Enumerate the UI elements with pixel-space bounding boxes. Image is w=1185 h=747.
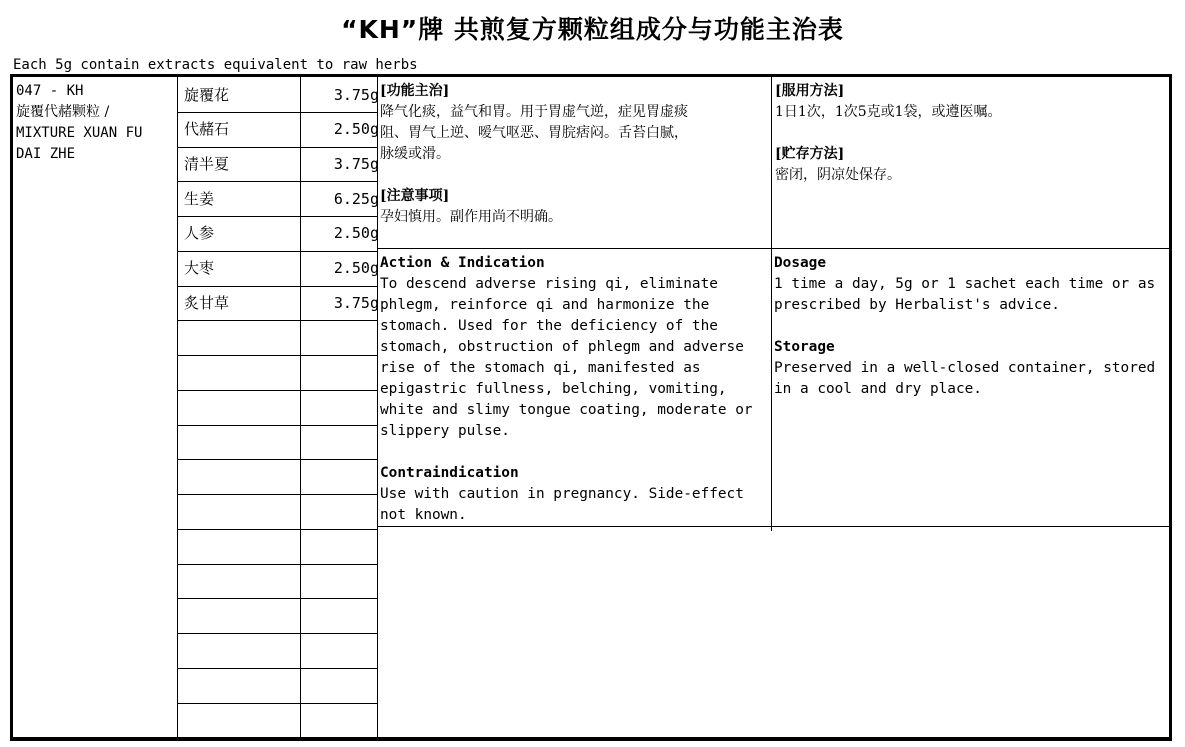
dosage-heading: Dosage <box>774 255 826 271</box>
herb-dose: 3.75g <box>333 86 379 104</box>
cn-usage-heading: [服用方法] <box>775 83 845 99</box>
herb-name: 代赭石 <box>184 120 230 138</box>
herb-dose: 2.50g <box>333 224 379 242</box>
product-code: 047 - KH <box>16 83 84 99</box>
herb-dose: 2.50g <box>333 120 379 138</box>
action-text: To descend adverse rising qi, eliminate phlegm, reinforce qi and harmonize the stomach. Used for the deficiency of the stomach, obstruction of phlegm and adverse rise of the stomach qi, manifested as epigastric fullness, belching, vomiting, white and slimy tongue coating, moderate or slippery pulse. <box>380 276 753 439</box>
en-action-cell <box>380 253 770 526</box>
herb-row-divider <box>177 564 377 565</box>
herb-name: 大枣 <box>184 259 215 277</box>
subtitle: Each 5g contain extracts equivalent to raw herbs <box>13 57 418 73</box>
cn-function-cell <box>380 81 768 228</box>
herb-row-divider <box>177 459 377 460</box>
herb-row-divider <box>177 390 377 391</box>
storage-heading: Storage <box>774 339 835 355</box>
herb-row-divider <box>177 425 377 426</box>
herb-row-divider <box>177 355 377 356</box>
storage-text: Preserved in a well-closed container, stored in a cool and dry place. <box>774 360 1156 397</box>
herb-name: 生姜 <box>184 190 215 208</box>
product-cell <box>16 81 174 165</box>
row-divider <box>377 248 1169 249</box>
herb-row-divider <box>177 668 377 669</box>
contraindication-text: Use with caution in pregnancy. Side-effect not known. <box>380 486 744 523</box>
cn-caution-heading: [注意事项] <box>380 188 450 204</box>
herb-row-divider <box>177 633 377 634</box>
product-name-en: MIXTURE XUAN FU <box>16 125 143 141</box>
cn-function-text: 降气化痰，益气和胃。用于胃虚气逆，症见胃虚痰 阻、胃气上逆、嗳气呕恶、胃脘痞闷。舌苔白腻， 脉缓或滑。 <box>380 104 688 162</box>
herb-row-divider <box>177 598 377 599</box>
en-dosage-cell <box>774 253 1166 400</box>
cn-caution-text: 孕妇慎用。副作用尚不明确。 <box>380 209 562 225</box>
herb-row-divider <box>177 320 377 321</box>
herb-name: 炙甘草 <box>184 294 230 312</box>
ingredients-table <box>10 74 1172 741</box>
contraindication-heading: Contraindication <box>380 465 519 481</box>
cn-function-heading: [功能主治] <box>380 83 450 99</box>
dosage-text: 1 time a day, 5g or 1 sachet each time or as prescribed by Herbalist's advice. <box>774 276 1156 313</box>
herb-dose: 2.50g <box>333 259 379 277</box>
column-divider <box>177 77 178 737</box>
cn-storage-heading: [贮存方法] <box>775 146 845 162</box>
product-name-cn: 旋覆代赭颗粒 / <box>16 104 110 120</box>
herb-name: 旋覆花 <box>184 86 230 104</box>
herb-name: 清半夏 <box>184 155 230 173</box>
herb-dose: 3.75g <box>333 155 379 173</box>
herb-row-divider <box>177 529 377 530</box>
document-title: “KH”牌 共煎复方颗粒组成分与功能主治表 <box>341 15 844 44</box>
herb-name: 人参 <box>184 224 215 242</box>
action-heading: Action & Indication <box>380 255 545 271</box>
product-name-en: DAI ZHE <box>16 146 76 162</box>
herb-row-divider <box>177 703 377 704</box>
cn-usage-cell <box>775 81 1165 186</box>
herb-dose: 6.25g <box>333 190 379 208</box>
cn-usage-text: 1日1次，1次5克或1袋，或遵医嘱。 <box>775 104 1002 120</box>
herb-row-divider <box>177 494 377 495</box>
cn-storage-text: 密闭，阴凉处保存。 <box>775 167 901 183</box>
column-divider <box>771 77 772 531</box>
row-divider <box>377 526 1169 527</box>
herb-dose: 3.75g <box>333 294 379 312</box>
